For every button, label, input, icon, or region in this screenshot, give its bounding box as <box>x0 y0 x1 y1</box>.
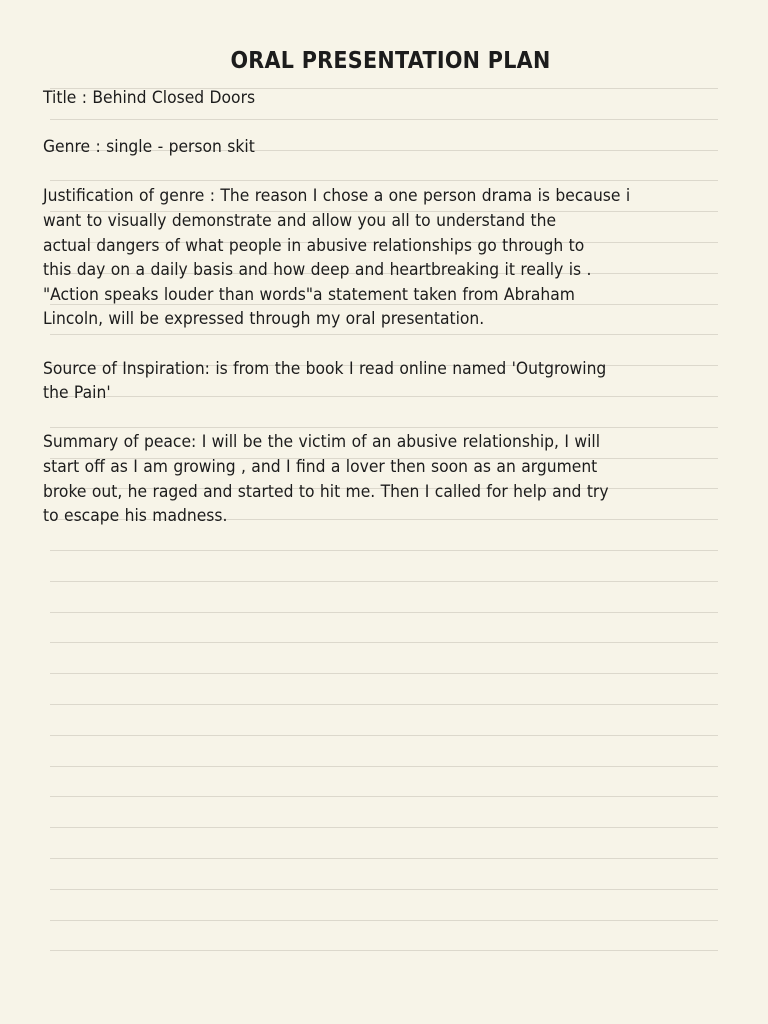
title-line: Title : Behind Closed Doors <box>43 88 256 108</box>
justification-paragraph <box>43 184 713 332</box>
genre-line: Genre : single - person skit <box>43 137 255 158</box>
ruled-line <box>50 612 718 613</box>
text-line: broke out, he raged and started to hit me. Then I called for help and try <box>43 481 609 502</box>
page-title: ORAL PRESENTATION PLAN <box>230 48 551 74</box>
text-line: the Pain' <box>43 383 111 404</box>
text-line: start off as I am growing , and I find a lover then soon as an argument <box>43 456 598 477</box>
ruled-line <box>50 889 718 890</box>
ruled-line <box>50 735 718 736</box>
text-line: Justification of genre : The reason I chose a one person drama is because i <box>43 186 631 207</box>
ruled-line <box>50 920 718 921</box>
text-line: want to visually demonstrate and allow you all to understand the <box>43 210 557 231</box>
ruled-line <box>50 766 718 767</box>
ruled-line <box>50 581 718 582</box>
text-line: Summary of peace: I will be the victim of an abusive relationship, I will <box>43 432 601 453</box>
text-line: actual dangers of what people in abusive relationships go through to <box>43 235 585 256</box>
text-line: "Action speaks louder than words"a statement taken from Abraham <box>43 284 575 305</box>
ruled-line <box>50 673 718 674</box>
ruled-line <box>50 550 718 551</box>
ruled-line <box>50 950 718 951</box>
ruled-line <box>50 827 718 828</box>
ruled-line <box>50 858 718 859</box>
text-line: Lincoln, will be expressed through my oral presentation. <box>43 309 485 330</box>
text-line: this day on a daily basis and how deep and heartbreaking it really is . <box>43 260 592 281</box>
summary-paragraph <box>43 430 713 528</box>
ruled-line <box>50 704 718 705</box>
ruled-line <box>50 796 718 797</box>
document-body <box>43 44 713 529</box>
inspiration-paragraph <box>43 357 713 406</box>
text-line: to escape his madness. <box>43 506 228 527</box>
text-line: Source of Inspiration: is from the book I read online named 'Outgrowing <box>43 358 607 379</box>
ruled-line <box>50 642 718 643</box>
